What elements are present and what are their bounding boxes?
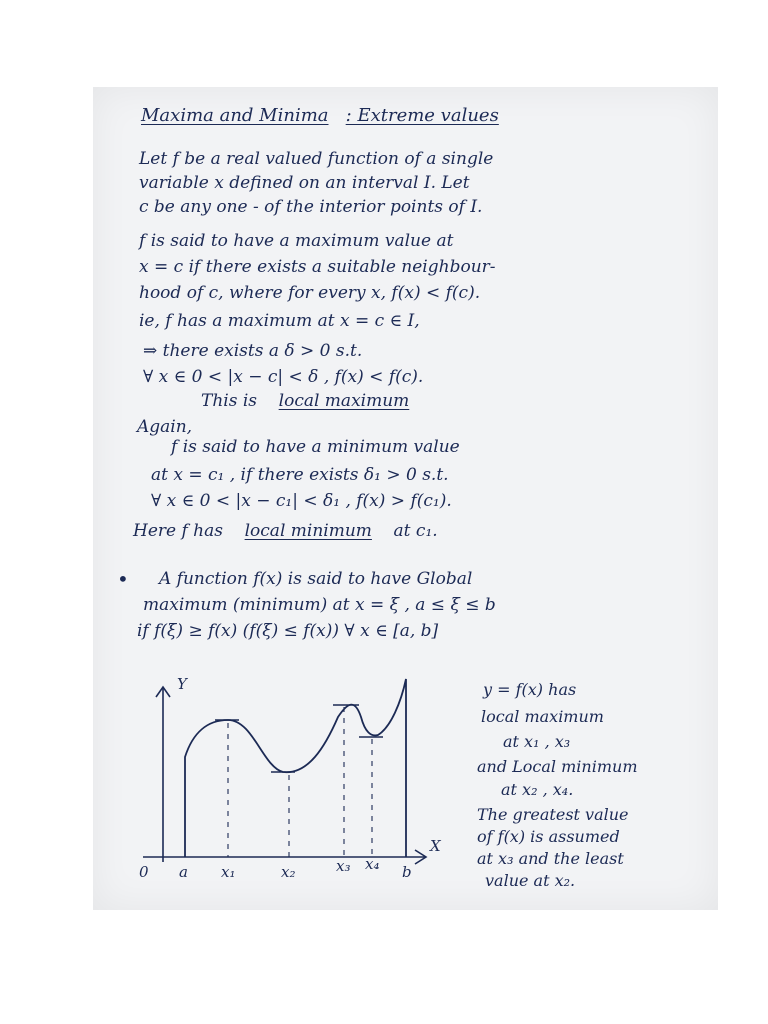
global-def-line-1: A function f(x) is said to have Global (159, 569, 473, 589)
global-def-line-3: if f(ξ) ≥ f(x) (f(ξ) ≤ f(x)) ∀ x ∈ [a, b] (137, 621, 439, 641)
tick-a: a (179, 863, 188, 881)
notebook-page (93, 87, 718, 910)
graph-note-9: value at x₂. (485, 871, 576, 890)
local-min-suffix: at c₁. (393, 521, 438, 541)
min-def-line-3: at x = c₁ , if there exists δ₁ > 0 s.t. (151, 465, 449, 485)
x-axis-label: X (430, 837, 441, 855)
tick-x2: x₂ (281, 863, 296, 881)
min-def-line-2: f is said to have a minimum value (171, 437, 460, 457)
intro-line-1: Let f be a real valued function of a single (139, 149, 494, 169)
graph-note-7: of f(x) is assumed (477, 827, 620, 846)
local-max-term: local maximum (278, 391, 410, 411)
graph-note-5: at x₂ , x₄. (501, 780, 574, 799)
title-left: Maxima and Minima (141, 105, 329, 126)
max-def-line-3: hood of c, where for every x, f(x) < f(c). (139, 283, 481, 303)
function-curve (185, 679, 406, 857)
origin-label: 0 (139, 863, 149, 881)
local-min-term: local minimum (244, 521, 372, 541)
graph-note-4: and Local minimum (477, 757, 638, 776)
max-def-line-2: x = c if there exists a suitable neighbour- (139, 257, 496, 277)
graph-note-1: y = f(x) has (483, 680, 577, 699)
local-min-prefix: Here f has (133, 521, 223, 541)
graph-note-6: The greatest value (477, 805, 629, 824)
extrema-graph (93, 87, 718, 910)
title-right: : Extreme values (345, 105, 499, 126)
intro-line-2: variable x defined on an interval I. Let (139, 173, 470, 193)
bullet-dot: • (117, 567, 129, 591)
tick-b: b (402, 863, 412, 881)
y-axis-label: Y (177, 675, 187, 693)
graph-note-8: at x₃ and the least (477, 849, 624, 868)
tick-x1: x₁ (221, 863, 236, 881)
graph-note-3: at x₁ , x₃ (503, 732, 571, 751)
intro-line-3: c be any one - of the interior points of I. (139, 197, 483, 217)
min-def-line-1: Again, (137, 417, 193, 437)
min-def-line-4: ∀ x ∈ 0 < |x − c₁| < δ₁ , f(x) > f(c₁). (151, 491, 452, 511)
max-def-line-5: ⇒ there exists a δ > 0 s.t. (143, 341, 363, 361)
max-def-line-6: ∀ x ∈ 0 < |x − c| < δ , f(x) < f(c). (143, 367, 424, 387)
max-def-line-1: f is said to have a maximum value at (139, 231, 454, 251)
global-def-line-2: maximum (minimum) at x = ξ , a ≤ ξ ≤ b (143, 595, 496, 615)
max-def-line-4: ie, f has a maximum at x = c ∈ I, (139, 311, 420, 331)
tick-x3: x₃ (336, 857, 351, 875)
local-max-prefix: This is (201, 391, 258, 411)
graph-note-2: local maximum (481, 707, 604, 726)
tick-x4: x₄ (365, 855, 380, 873)
